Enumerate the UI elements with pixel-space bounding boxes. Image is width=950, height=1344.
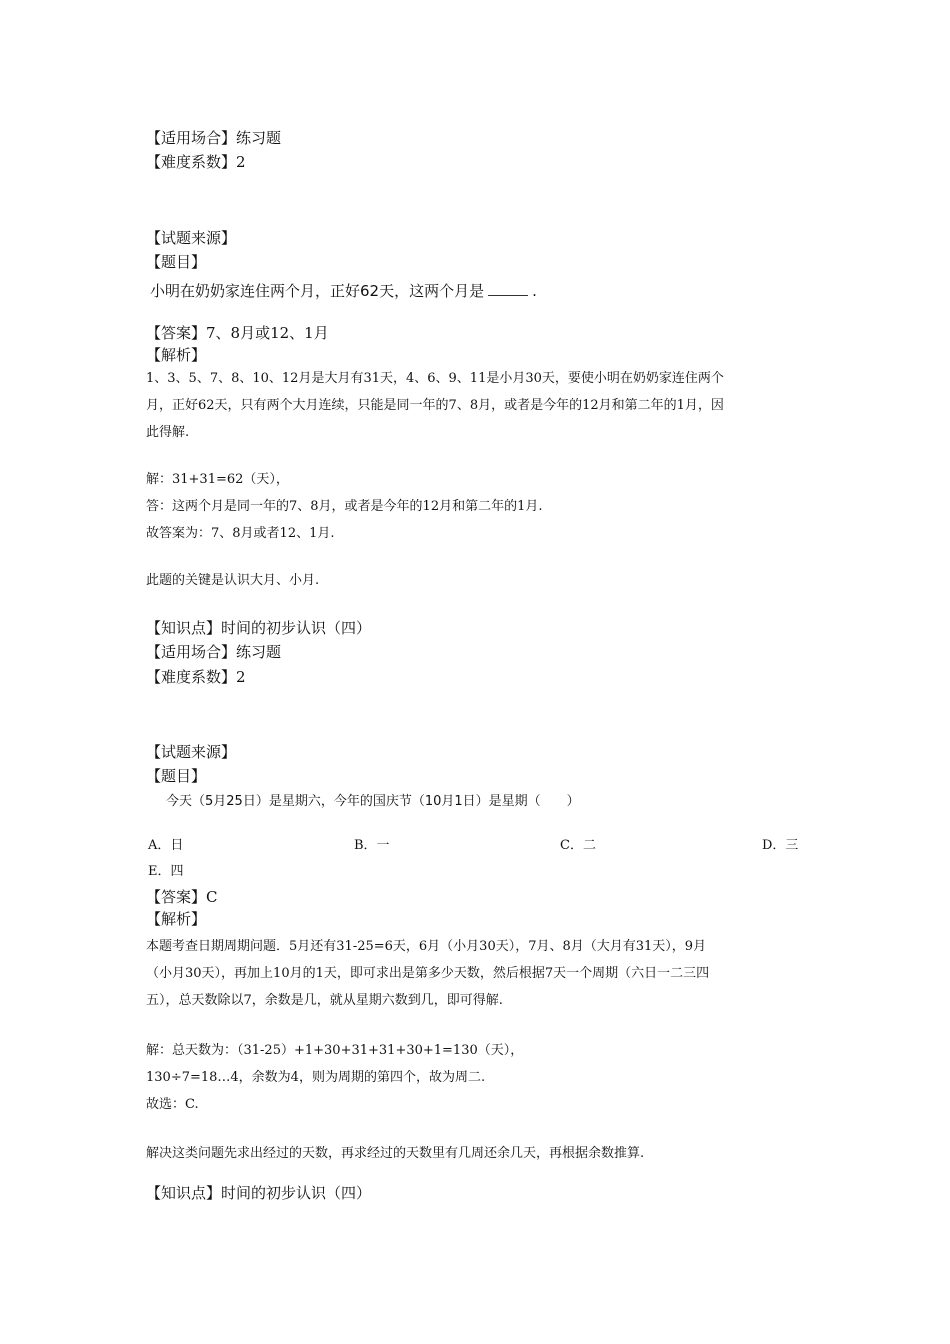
knowledge-label: 【知识点】时间的初步认识（四） [146,619,372,637]
title-label: 【题目】 [146,253,207,271]
analysis-line: 本题考查日期周期问题．5月还有31-25=6天，6月（小月30天），7月、8月（大月有31天），9月 [146,939,707,954]
solution-line: 解：总天数为：（31-25）+1+30+31+31+30+1=130（天）， [146,1043,524,1058]
analysis-line: 1、3、5、7、8、10、12月是大月有31天，4、6、9、11是小月30天，要使小明在奶奶家连住两个 [146,371,724,386]
source-label: 【试题来源】 [146,743,237,761]
option-d: D．三 [762,838,799,853]
analysis-label: 【解析】 [146,910,207,928]
question-stem: 小明在奶奶家连住两个月，正好62天，这两个月是 [150,282,485,300]
analysis-line: 此得解. [146,425,190,440]
option-e: E．四 [148,864,184,879]
method-text: 解决这类问题先求出经过的天数，再求经过的天数里有几周还余几天，再根据余数推算. [146,1146,645,1161]
answer-label: 【答案】C [146,888,218,906]
title-label: 【题目】 [146,767,207,785]
option-b: B．一 [354,838,390,853]
solution-line: 130÷7=18…4，余数为4，则为周期的第四个，故为周二. [146,1070,486,1085]
question-end: . [532,282,537,300]
solution-line: 解：31+31=62（天）， [146,472,289,487]
solution-line: 故答案为：7、8月或者12、1月. [146,526,335,541]
solution-line: 答：这两个月是同一年的7、8月，或者是今年的12月和第二年的1月. [146,499,543,514]
answer-label: 【答案】7、8月或12、1月 [146,324,329,342]
answer-blank [488,281,528,296]
source-label: 【试题来源】 [146,229,237,247]
analysis-line: 五），总天数除以7，余数是几，就从星期六数到几，即可得解. [146,993,503,1008]
scene-label: 【适用场合】练习题 [146,129,282,147]
analysis-line: 月，正好62天，只有两个大月连续，只能是同一年的7、8月，或者是今年的12月和第二年的1月，因 [146,398,724,413]
key-point-text: 此题的关键是认识大月、小月. [146,573,320,588]
question-text [150,280,537,301]
analysis-line: （小月30天），再加上10月的1天，即可求出是第多少天数，然后根据7天一个周期（六日一二三四 [146,966,710,981]
option-a: A．日 [148,838,184,853]
question-text: 今天（5月25日）是星期六，今年的国庆节（10月1日）是星期（ ） [166,794,580,809]
solution-line: 故选：C. [146,1097,199,1112]
difficulty-label: 【难度系数】2 [146,668,246,686]
difficulty-label: 【难度系数】2 [146,153,246,171]
scene-label: 【适用场合】练习题 [146,643,282,661]
analysis-label: 【解析】 [146,346,207,364]
knowledge-label: 【知识点】时间的初步认识（四） [146,1184,372,1202]
option-c: C．二 [560,838,596,853]
